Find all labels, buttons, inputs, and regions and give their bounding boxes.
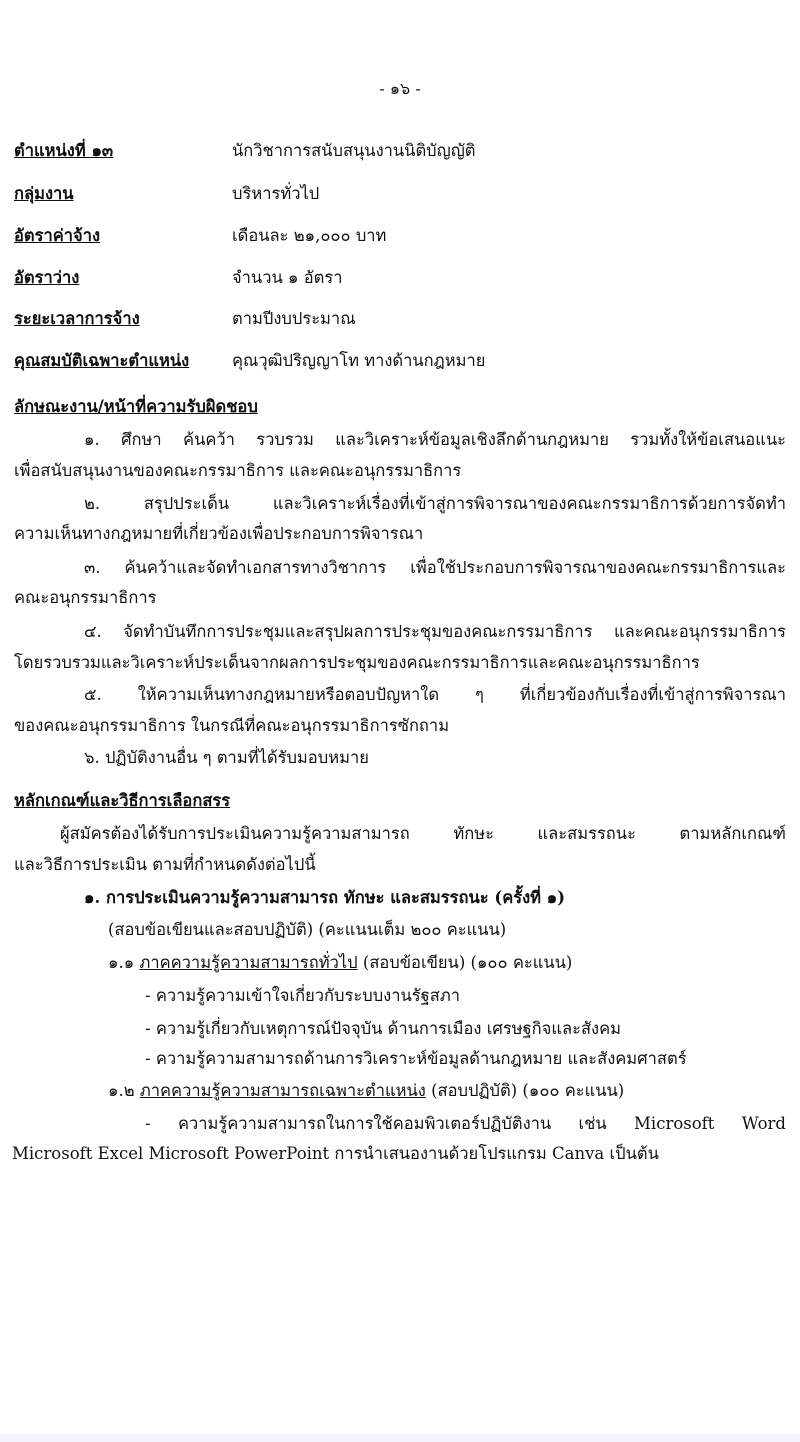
duties-heading: ลักษณะงาน/หน้าที่ความรับผิดชอบ bbox=[14, 397, 258, 416]
vacancy-label: อัตราว่าง bbox=[14, 268, 80, 287]
duty-item-5-line2: ของคณะอนุกรรมาธิการ ในกรณีที่คณะอนุกรรมาธิการซักถาม bbox=[14, 716, 450, 735]
work-group-label: กลุ่มงาน bbox=[14, 184, 74, 203]
duty-item-4-line2: โดยรวบรวมและวิเคราะห์ประเด็นจากผลการประชุมของคณะกรรมาธิการและคณะอนุกรรมาธิการ bbox=[14, 653, 700, 672]
part-1-item-3: - ความรู้ความสามารถด้านการวิเคราะห์ข้อมูลด้านกฎหมาย และสังคมศาสตร์ bbox=[145, 1049, 687, 1068]
duty-item-1-line2: เพื่อสนับสนุนงานของคณะกรรมาธิการ และคณะอนุกรรมาธิการ bbox=[14, 461, 462, 480]
position-label: ตำแหน่งที่ ๑๓ bbox=[14, 141, 114, 160]
criteria-heading: หลักเกณฑ์และวิธีการเลือกสรร bbox=[14, 791, 231, 810]
duty-item-6: ๖. ปฏิบัติงานอื่น ๆ ตามที่ได้รับมอบหมาย bbox=[84, 748, 369, 767]
duty-item-2-line1: ๒. สรุปประเด็น และวิเคราะห์เรื่องที่เข้าสู่การพิจารณาของคณะกรรมาธิการด้วยการจัดทำ bbox=[84, 494, 786, 513]
assessment-section-subtitle: (สอบข้อเขียนและสอบปฏิบัติ) (คะแนนเต็ม ๒๐๐ คะแนน) bbox=[108, 920, 507, 939]
part-2-item-line2: Microsoft Excel Microsoft PowerPoint การนำเสนองานด้วยโปรแกรม Canva เป็นต้น bbox=[12, 1144, 659, 1163]
page-number: - ๑๖ - bbox=[379, 79, 421, 98]
employment-period-value: ตามปีงบประมาณ bbox=[232, 309, 356, 328]
duty-item-4-line1: ๔. จัดทำบันทึกการประชุมและสรุปผลการประชุมของคณะกรรมาธิการ และคณะอนุกรรมาธิการ bbox=[84, 622, 786, 641]
qualification-value: คุณวุฒิปริญญาโท ทางด้านกฎหมาย bbox=[232, 351, 486, 370]
duty-item-5-line1: ๕. ให้ความเห็นทางกฎหมายหรือตอบปัญหาใด ๆ ที่เกี่ยวข้องกับเรื่องที่เข้าสู่การพิจารณา bbox=[84, 685, 786, 704]
part-2-title: ภาคความรู้ความสามารถเฉพาะตำแหน่ง bbox=[139, 1081, 426, 1100]
part-2-number: ๑.๒ bbox=[108, 1081, 135, 1100]
page-bottom-edge bbox=[0, 1434, 800, 1442]
salary-value: เดือนละ ๒๑,๐๐๐ บาท bbox=[232, 226, 387, 245]
duty-item-3-line2: คณะอนุกรรมาธิการ bbox=[14, 588, 157, 607]
criteria-intro-line1: ผู้สมัครต้องได้รับการประเมินความรู้ความสามารถ ทักษะ และสมรรถนะ ตามหลักเกณฑ์ bbox=[60, 824, 786, 843]
part-1-item-1: - ความรู้ความเข้าใจเกี่ยวกับระบบงานรัฐสภา bbox=[145, 986, 460, 1005]
duty-item-1-line1: ๑. ศึกษา ค้นคว้า รวบรวม และวิเคราะห์ข้อมูลเชิงลึกด้านกฎหมาย รวมทั้งให้ข้อเสนอแนะ bbox=[84, 430, 786, 449]
assessment-section-title: ๑. การประเมินความรู้ความสามารถ ทักษะ และสมรรถนะ (ครั้งที่ ๑) bbox=[84, 888, 566, 907]
duty-item-2-line2: ความเห็นทางกฎหมายที่เกี่ยวข้องเพื่อประกอบการพิจารณา bbox=[14, 524, 424, 543]
work-group-value: บริหารทั่วไป bbox=[232, 184, 320, 203]
duty-item-3-line1: ๓. ค้นคว้าและจัดทำเอกสารทางวิชาการ เพื่อใช้ประกอบการพิจารณาของคณะกรรมาธิการและ bbox=[84, 558, 786, 577]
part-2-heading bbox=[108, 1080, 624, 1102]
qualification-label: คุณสมบัติเฉพาะตำแหน่ง bbox=[14, 351, 190, 370]
position-value: นักวิชาการสนับสนุนงานนิติบัญญัติ bbox=[232, 141, 476, 160]
vacancy-value: จำนวน ๑ อัตรา bbox=[232, 268, 343, 287]
part-1-item-2: - ความรู้เกี่ยวกับเหตุการณ์ปัจจุบัน ด้านการเมือง เศรษฐกิจและสังคม bbox=[145, 1019, 621, 1038]
salary-label: อัตราค่าจ้าง bbox=[14, 226, 101, 245]
part-1-detail: (สอบข้อเขียน) (๑๐๐ คะแนน) bbox=[362, 953, 573, 972]
part-2-detail: (สอบปฏิบัติ) (๑๐๐ คะแนน) bbox=[431, 1081, 625, 1100]
criteria-intro-line2: และวิธีการประเมิน ตามที่กำหนดดังต่อไปนี้ bbox=[14, 855, 316, 874]
employment-period-label: ระยะเวลาการจ้าง bbox=[14, 309, 140, 328]
part-1-number: ๑.๑ bbox=[108, 953, 135, 972]
part-1-heading bbox=[108, 952, 572, 974]
part-1-title: ภาคความรู้ความสามารถทั่วไป bbox=[139, 953, 358, 972]
part-2-item-line1: - ความรู้ความสามารถในการใช้คอมพิวเตอร์ปฏิบัติงาน เช่น Microsoft Word bbox=[145, 1114, 786, 1133]
